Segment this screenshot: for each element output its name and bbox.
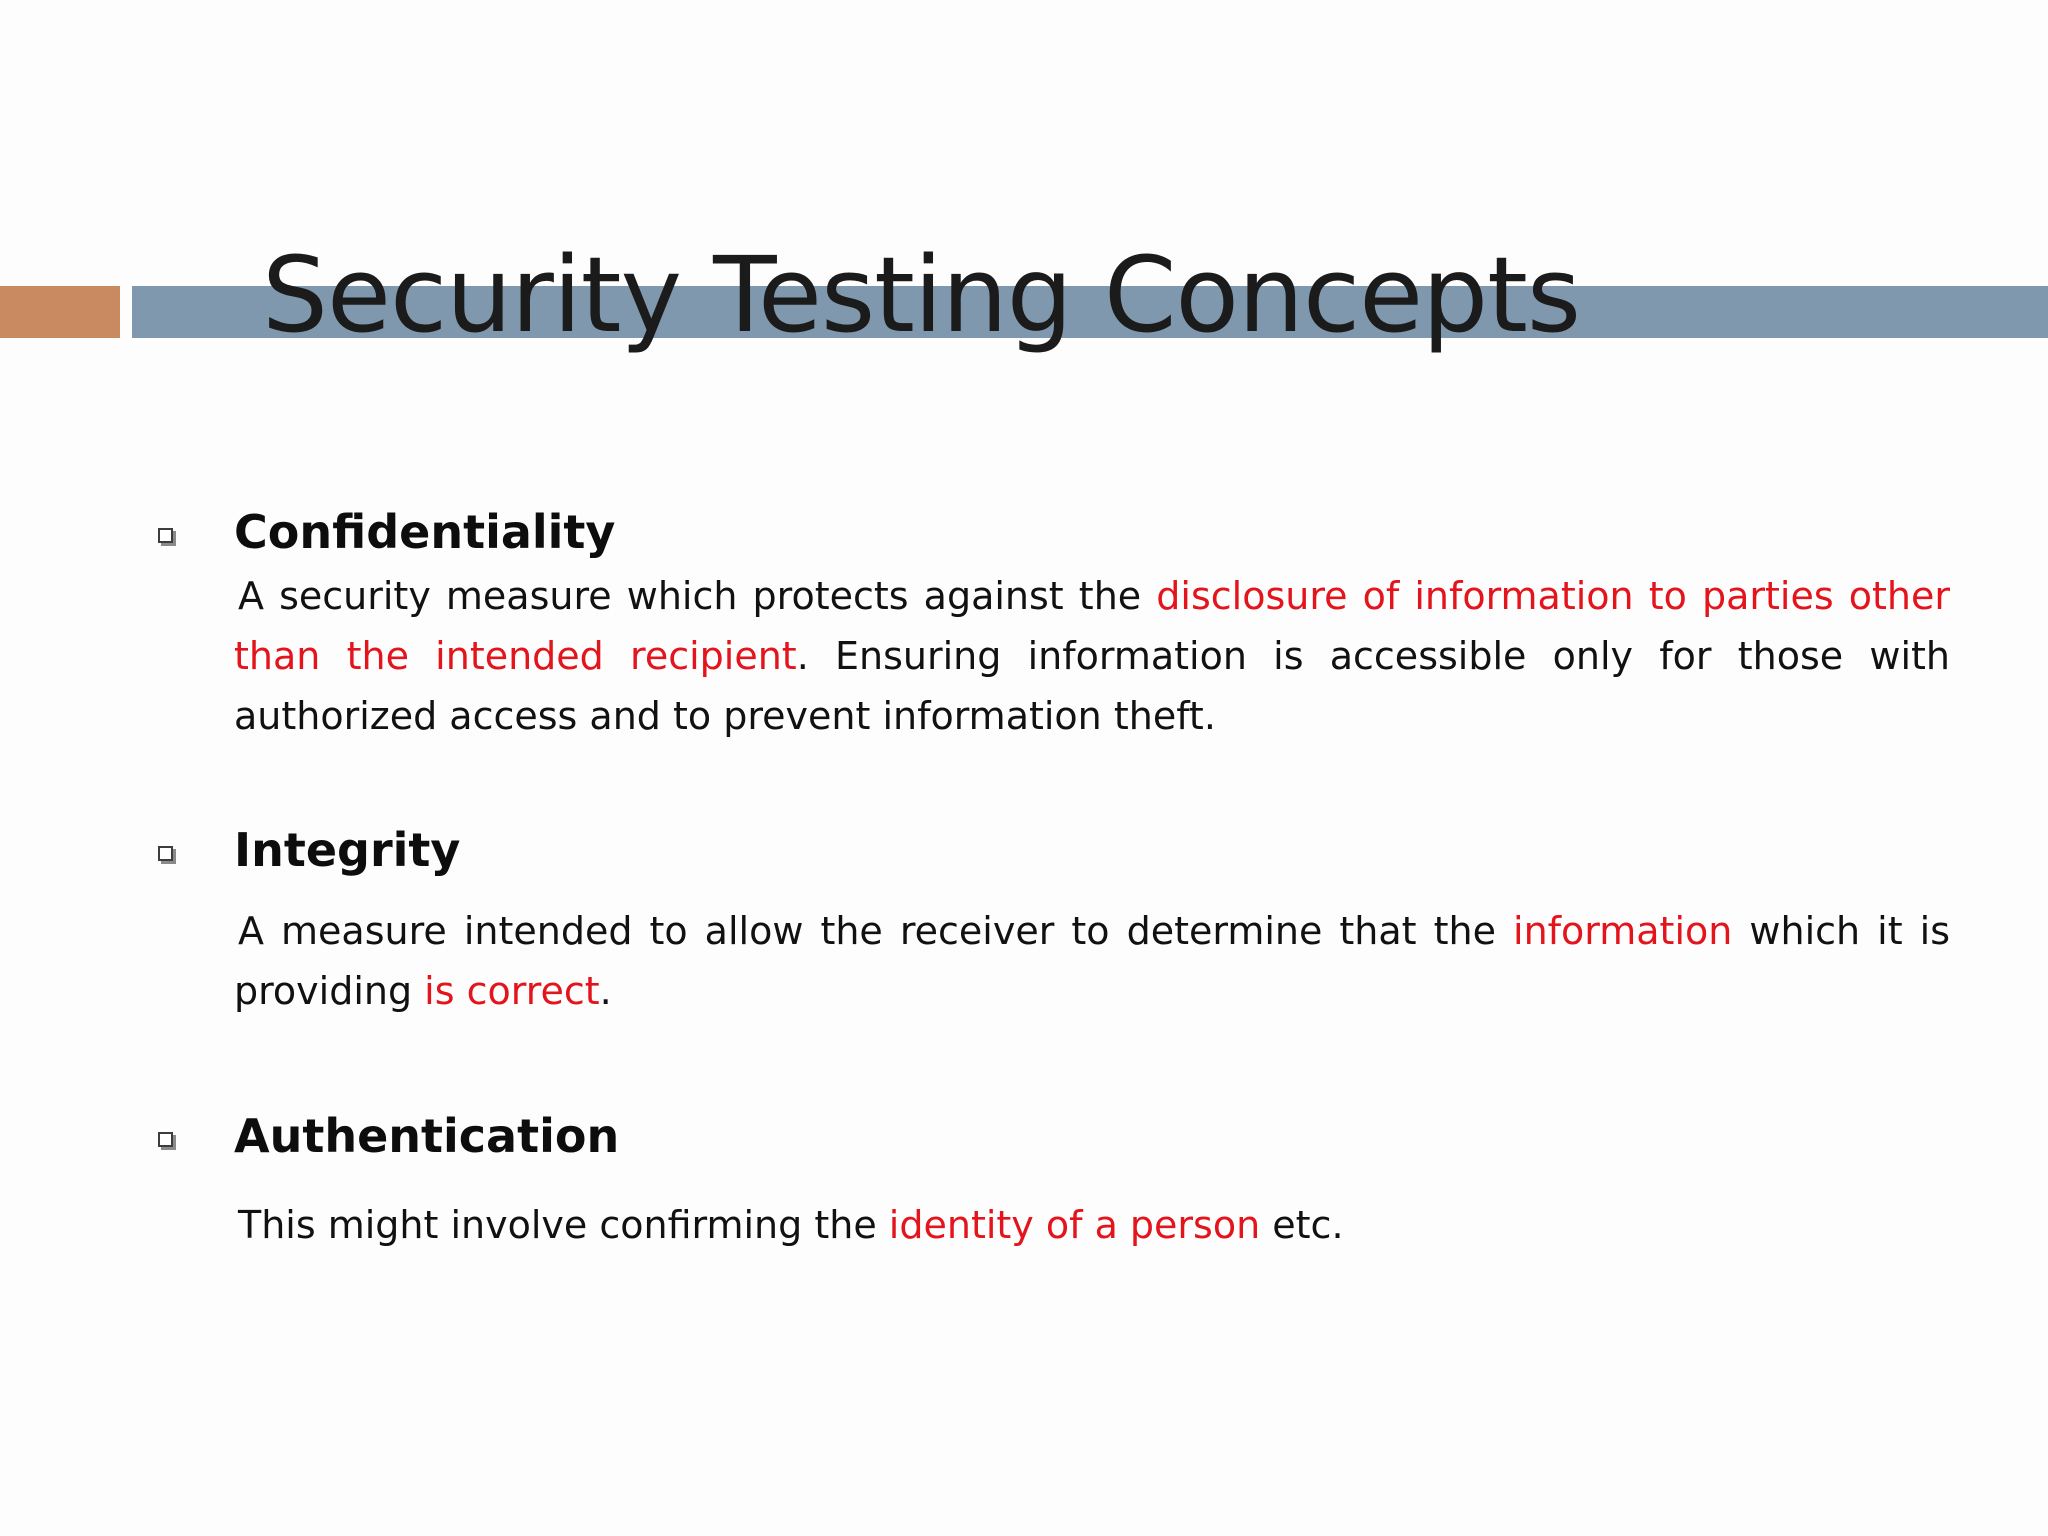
slide-title: Security Testing Concepts [262, 234, 1581, 356]
section-heading: Integrity [234, 823, 461, 877]
body-text-segment: . [599, 969, 612, 1013]
square-bullet-icon [158, 846, 173, 861]
section-heading: Authentication [234, 1109, 620, 1163]
body-text-segment: A security measure which protects against the [238, 574, 1157, 618]
section-heading: Confidentiality [234, 505, 616, 559]
highlighted-text-segment: is correct [424, 969, 600, 1013]
highlighted-text-segment: disclosure of information to parties other than the intended recipient [234, 574, 1950, 678]
body-text-segment: which it is providing [234, 909, 1951, 1013]
body-text-segment: A measure intended to allow the receiver to determine that the [238, 909, 1514, 953]
title-accent-bar [0, 286, 120, 338]
body-text-segment: etc. [1260, 1203, 1344, 1247]
section-body [234, 901, 1950, 1021]
body-text-segment: . Ensuring information is accessible only for those with authorized access and to prevent information theft. [234, 634, 1950, 738]
highlighted-text-segment: information [1513, 909, 1733, 953]
square-bullet-icon [158, 1132, 173, 1147]
section-body [234, 1195, 1950, 1255]
square-bullet-icon [158, 528, 173, 543]
section-body [234, 566, 1950, 746]
body-text-segment: This might involve confirming the [238, 1203, 889, 1247]
highlighted-text-segment: identity of a person [888, 1203, 1261, 1247]
